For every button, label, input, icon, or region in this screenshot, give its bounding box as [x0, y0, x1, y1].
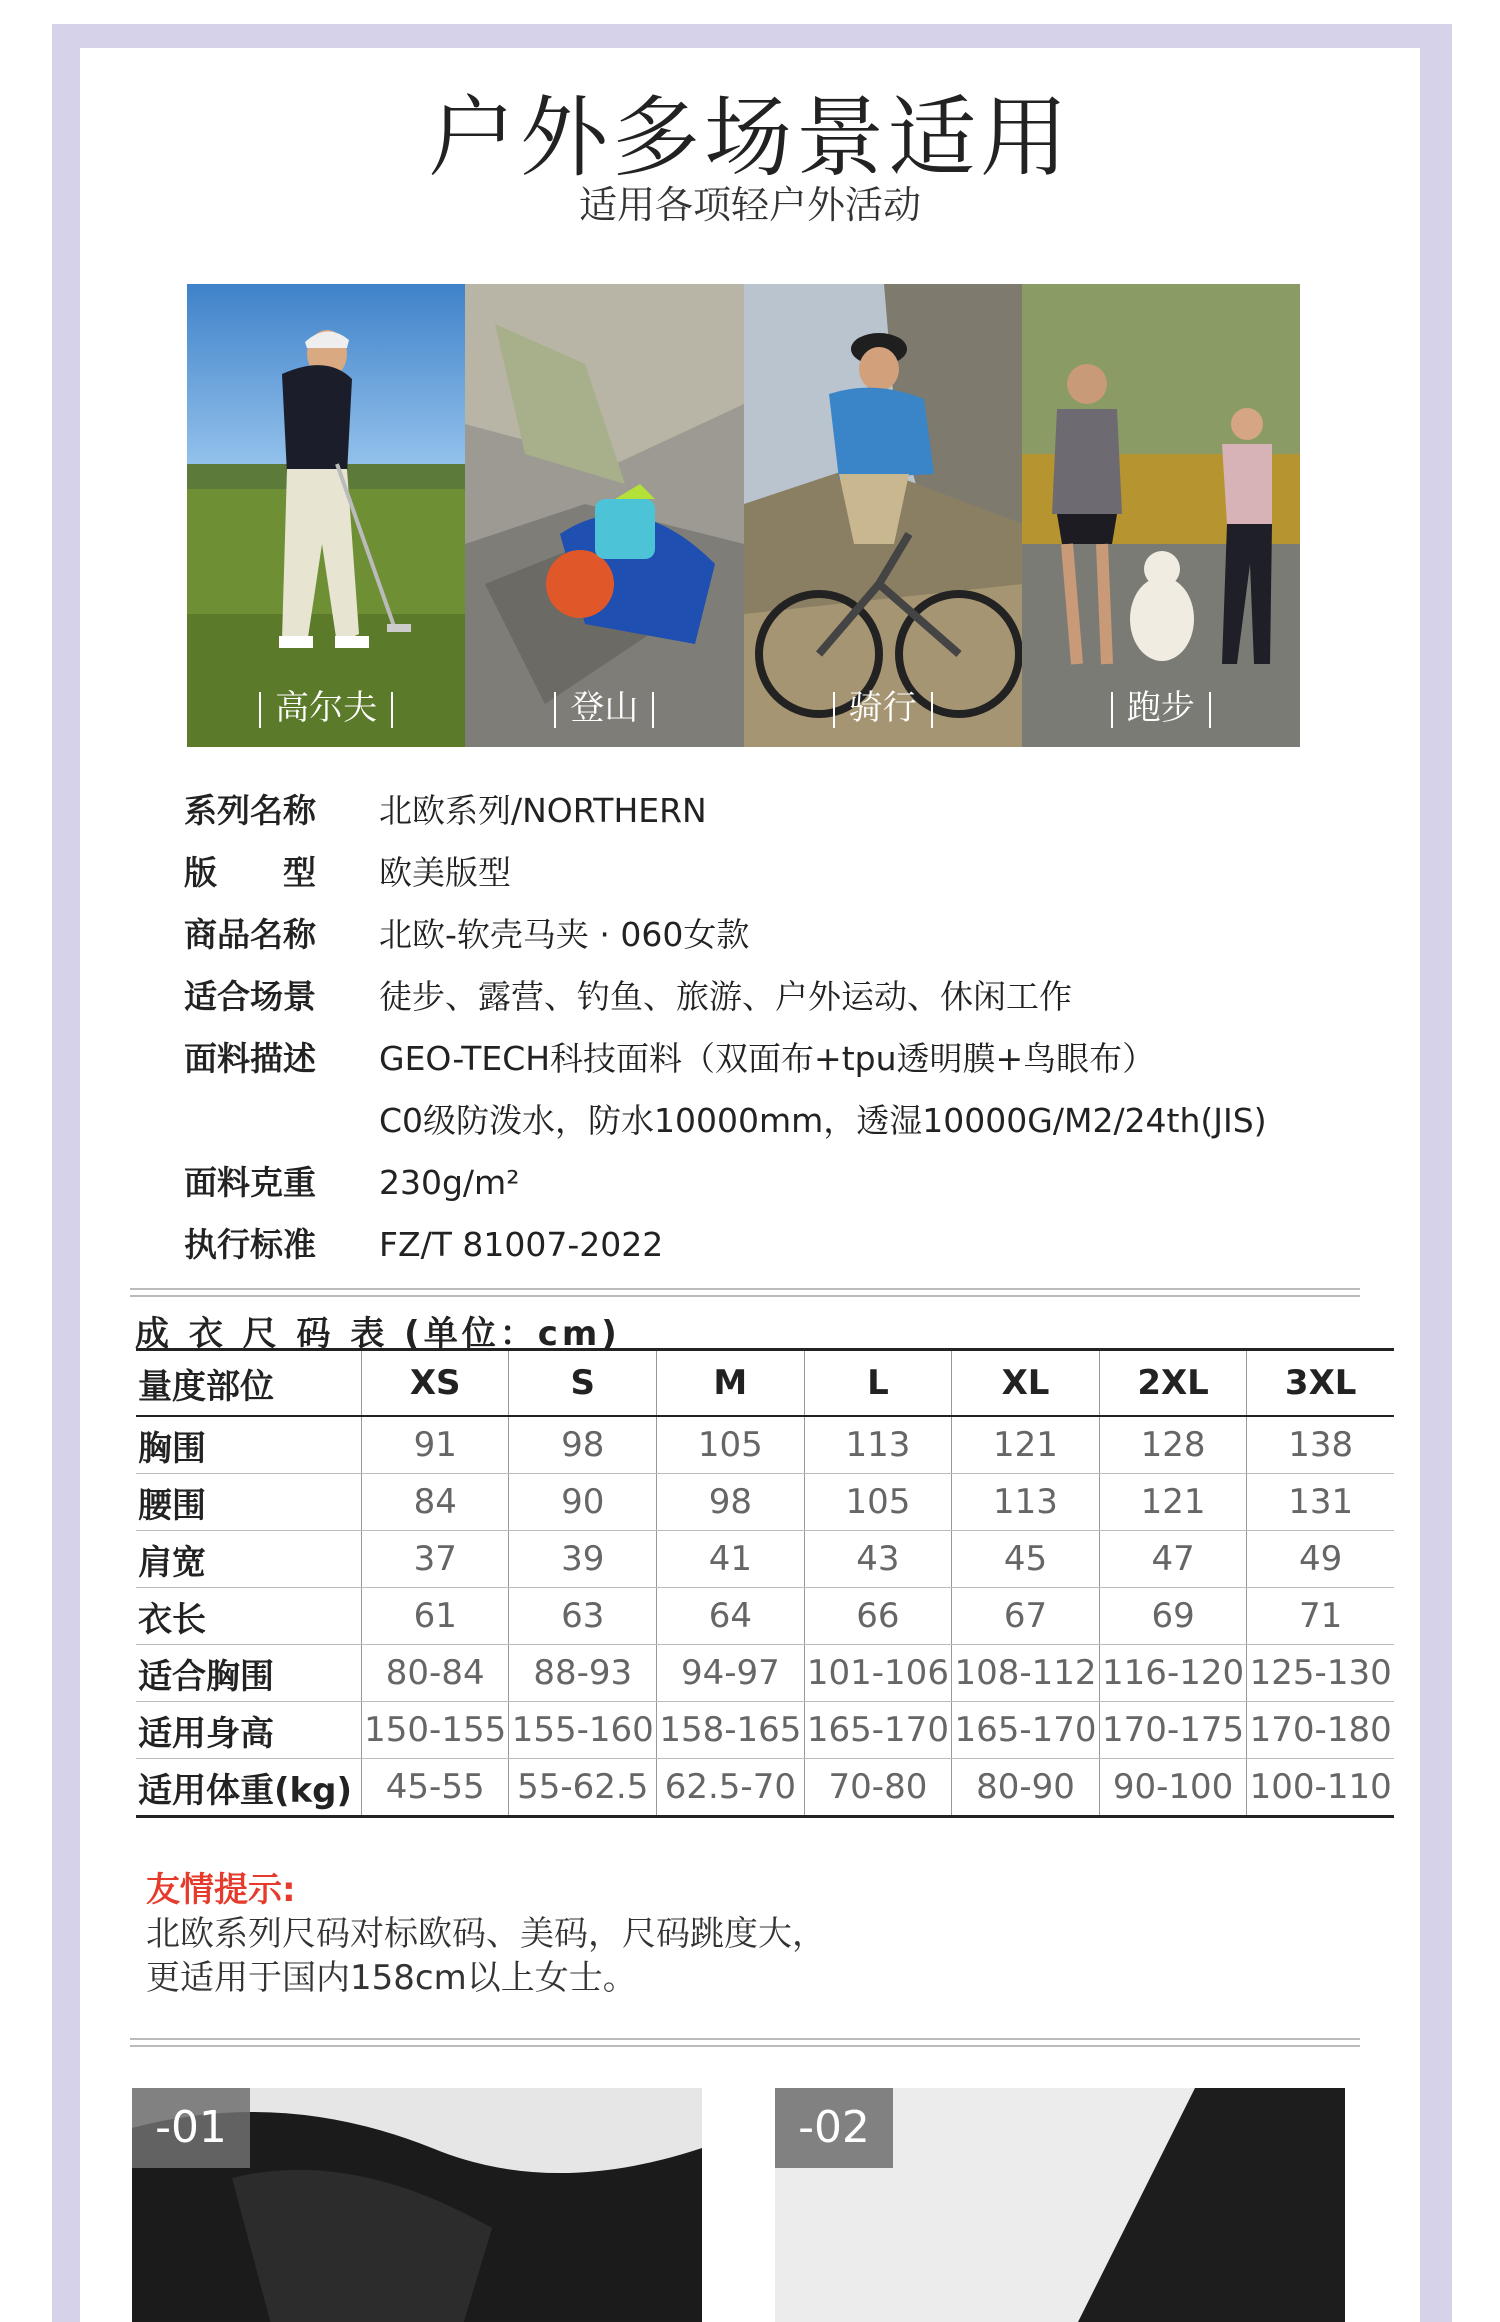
divider [130, 2038, 1360, 2047]
table-cell: 39 [509, 1531, 657, 1588]
photo-label-climbing: 登山 [465, 680, 743, 729]
size-tip [146, 1868, 826, 2000]
table-cell: 125-130 [1247, 1645, 1394, 1702]
table-header-cell: 量度部位 [136, 1350, 361, 1417]
table-header-cell: XL [952, 1350, 1100, 1417]
table-cell: 98 [657, 1474, 805, 1531]
table-cell: 150-155 [361, 1702, 509, 1759]
spec-value: GEO-TECH科技面料（双面布+tpu透明膜+鸟眼布） [379, 1039, 1156, 1078]
table-cell: 121 [952, 1416, 1100, 1474]
table-cell: 67 [952, 1588, 1100, 1645]
table-cell: 66 [804, 1588, 952, 1645]
table-row [136, 1759, 1394, 1817]
row-label: 胸围 [136, 1416, 361, 1474]
table-cell: 138 [1247, 1416, 1394, 1474]
table-header-cell: XS [361, 1350, 509, 1417]
row-label: 腰围 [136, 1474, 361, 1531]
spec-row [184, 780, 1384, 842]
row-label: 肩宽 [136, 1531, 361, 1588]
photo-running [1022, 284, 1300, 747]
table-cell: 90 [509, 1474, 657, 1531]
spec-key: 商品名称 [184, 915, 316, 954]
table-cell: 84 [361, 1474, 509, 1531]
photo-label-running: 跑步 [1022, 680, 1300, 729]
table-cell: 63 [509, 1588, 657, 1645]
table-row [136, 1702, 1394, 1759]
tip-line: 北欧系列尺码对标欧码、美码，尺码跳度大， [146, 1914, 826, 1954]
photo-golf [187, 284, 465, 747]
spec-row [184, 1152, 1384, 1214]
tip-heading: 友情提示: [146, 1870, 296, 1910]
table-cell: 90-100 [1099, 1759, 1247, 1817]
divider [130, 1288, 1360, 1297]
table-cell: 45-55 [361, 1759, 509, 1817]
table-cell: 100-110 [1247, 1759, 1394, 1817]
content-card [80, 48, 1420, 2322]
table-cell: 62.5-70 [657, 1759, 805, 1817]
table-cell: 55-62.5 [509, 1759, 657, 1817]
table-cell: 113 [952, 1474, 1100, 1531]
table-cell: 165-170 [952, 1702, 1100, 1759]
page-subtitle: 适用各项轻户外活动 [578, 183, 921, 227]
spec-key: 执行标准 [184, 1225, 316, 1264]
table-cell: 101-106 [804, 1645, 952, 1702]
table-cell: 91 [361, 1416, 509, 1474]
table-header-cell: M [657, 1350, 805, 1417]
spec-key: 适合场景 [184, 977, 316, 1016]
table-cell: 45 [952, 1531, 1100, 1588]
spec-row [184, 1090, 1384, 1152]
photo-label-cycling: 骑行 [744, 680, 1022, 729]
spec-value: C0级防泼水，防水10000mm，透湿10000G/M2/24th(JIS) [379, 1101, 1267, 1140]
table-cell: 105 [804, 1474, 952, 1531]
table-cell: 71 [1247, 1588, 1394, 1645]
table-cell: 64 [657, 1588, 805, 1645]
table-cell: 121 [1099, 1474, 1247, 1531]
detail-image-02 [775, 2088, 1345, 2322]
product-spec-list [184, 780, 1384, 1276]
table-cell: 158-165 [657, 1702, 805, 1759]
table-cell: 43 [804, 1531, 952, 1588]
table-cell: 98 [509, 1416, 657, 1474]
spec-value: 欧美版型 [379, 853, 511, 892]
spec-key: 面料描述 [184, 1039, 316, 1078]
activity-photo-strip [187, 284, 1300, 747]
table-cell: 105 [657, 1416, 805, 1474]
spec-row [184, 1028, 1384, 1090]
table-cell: 170-175 [1099, 1702, 1247, 1759]
table-row [136, 1531, 1394, 1588]
row-label: 适用体重(kg) [136, 1759, 361, 1817]
row-label: 适用身高 [136, 1702, 361, 1759]
spec-row [184, 904, 1384, 966]
spec-key: 系列名称 [184, 791, 316, 830]
photo-label-golf: 高尔夫 [187, 680, 465, 729]
spec-value: 北欧系列/NORTHERN [379, 791, 707, 830]
table-header-cell: S [509, 1350, 657, 1417]
table-cell: 165-170 [804, 1702, 952, 1759]
size-table-title: 成 衣 尺 码 表 (单位：cm) [135, 1314, 621, 1354]
table-row [136, 1645, 1394, 1702]
row-label: 适合胸围 [136, 1645, 361, 1702]
table-cell: 108-112 [952, 1645, 1100, 1702]
table-header-row [136, 1350, 1394, 1417]
spec-key [184, 1090, 379, 1152]
spec-value: 北欧-软壳马夹 · 060女款 [379, 915, 750, 954]
table-cell: 170-180 [1247, 1702, 1394, 1759]
spec-value: 徒步、露营、钓鱼、旅游、户外运动、休闲工作 [379, 977, 1072, 1016]
table-header-cell: L [804, 1350, 952, 1417]
spec-key: 版 型 [184, 853, 316, 892]
detail-label-02: -02 [775, 2088, 893, 2168]
spec-row [184, 966, 1384, 1028]
table-cell: 128 [1099, 1416, 1247, 1474]
table-cell: 61 [361, 1588, 509, 1645]
table-cell: 47 [1099, 1531, 1247, 1588]
table-cell: 80-90 [952, 1759, 1100, 1817]
detail-label-01: -01 [132, 2088, 250, 2168]
spec-value: 230g/m² [379, 1163, 520, 1202]
size-chart-table [136, 1348, 1394, 1818]
table-cell: 41 [657, 1531, 805, 1588]
spec-key: 面料克重 [184, 1163, 316, 1202]
page-title: 户外多场景适用 [427, 86, 1072, 189]
photo-climbing [465, 284, 743, 747]
table-cell: 155-160 [509, 1702, 657, 1759]
table-cell: 116-120 [1099, 1645, 1247, 1702]
spec-value: FZ/T 81007-2022 [379, 1225, 664, 1264]
spec-row [184, 842, 1384, 904]
tip-line: 更适用于国内158cm以上女士。 [146, 1958, 637, 1998]
table-row [136, 1474, 1394, 1531]
row-label: 衣长 [136, 1588, 361, 1645]
table-cell: 49 [1247, 1531, 1394, 1588]
table-cell: 113 [804, 1416, 952, 1474]
table-header-cell: 3XL [1247, 1350, 1394, 1417]
table-cell: 131 [1247, 1474, 1394, 1531]
table-cell: 88-93 [509, 1645, 657, 1702]
photo-cycling [744, 284, 1022, 747]
table-cell: 94-97 [657, 1645, 805, 1702]
table-row [136, 1416, 1394, 1474]
spec-row [184, 1214, 1384, 1276]
table-cell: 80-84 [361, 1645, 509, 1702]
table-row [136, 1588, 1394, 1645]
table-header-cell: 2XL [1099, 1350, 1247, 1417]
detail-image-01 [132, 2088, 702, 2322]
table-cell: 69 [1099, 1588, 1247, 1645]
table-cell: 37 [361, 1531, 509, 1588]
table-cell: 70-80 [804, 1759, 952, 1817]
